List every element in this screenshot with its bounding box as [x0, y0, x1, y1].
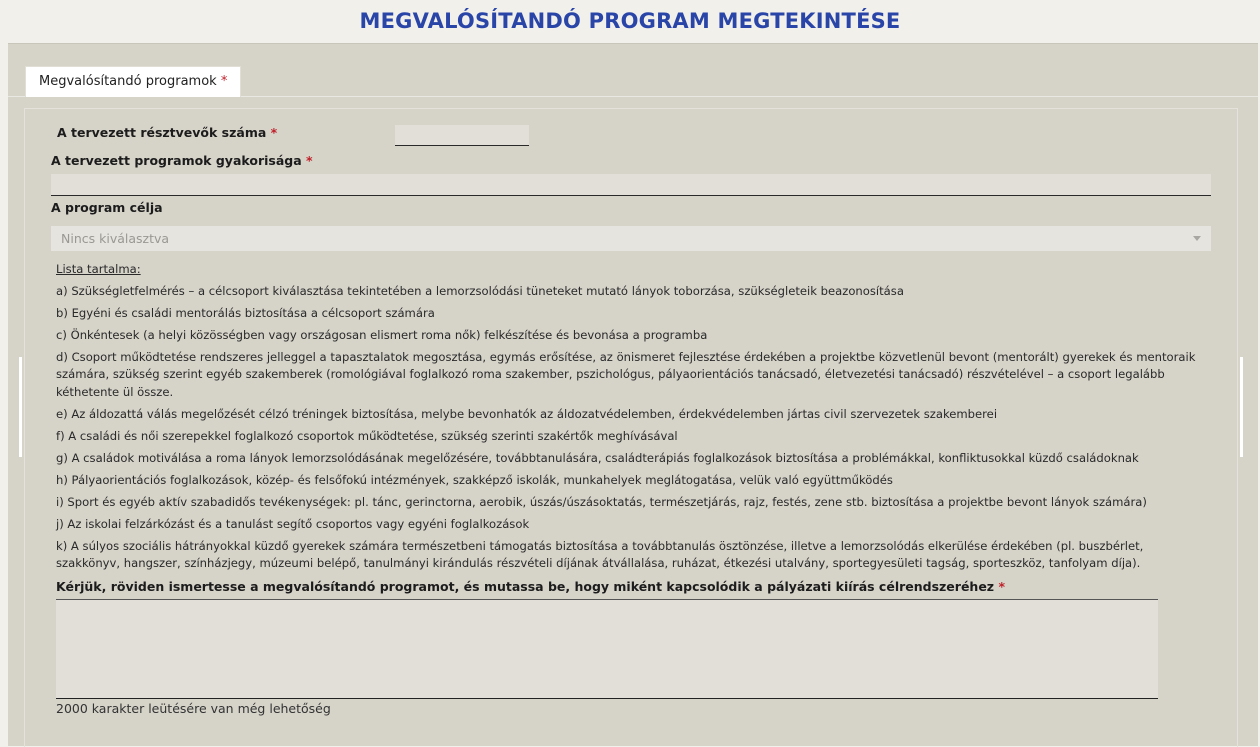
list-item: d) Csoport működtetése rendszeres jelleggel a tapasztalatok megosztása, egymás erősítése, az önismeret fejlesztése érdekében a projektbe közvetlenül bevont (mentorált) gyerekek és mentoraik számára, szükség szerint egyéb szakemberek (romológiával foglalkozó roma szakember, pszichológus, pályaorientációs tanácsadó, életvezetési tanácsadó) részvételével – a csoport legalább kéthetente ül össze.: [56, 349, 1196, 399]
chevron-down-icon: [1193, 236, 1201, 241]
list-item: e) Az áldozattá válás megelőzését célzó tréningek biztosítása, melybe bevonhatók az áldozatvédelemben, érdekvédelemben jártas civil szervezetek szakemberei: [56, 406, 998, 421]
description-textarea[interactable]: [56, 599, 1158, 699]
list-item: f) A családi és női szerepekkel foglalkozó csoportok működtetése, szükség szerinti szakértők meghívásával: [56, 428, 678, 443]
goal-label: A program célja: [51, 200, 163, 215]
participants-label: A tervezett résztvevők száma *: [57, 125, 278, 140]
goal-select-value: Nincs kiválasztva: [61, 231, 170, 246]
list-item: k) A súlyos szociális hátrányokkal küzdő gyerekek számára természetbeni támogatás biztosítása a továbbtanulás ösztönzése, illetve a lemorzsolódás elkerülése érdekében (pl. buszbérlet, szakkönyv, hangszer, színházjegy, múzeumi belépő, tanulmányi kirándulás részvételi díjának átvállalása, ruházat, étkezési utalvány, sportegyesületi tagság, sporteszköz, tanfolyam díja).: [56, 538, 1144, 570]
participants-input[interactable]: [395, 125, 529, 146]
goal-select[interactable]: [51, 226, 1211, 251]
goal-options-list: [56, 261, 1206, 577]
list-item: c) Önkéntesek (a helyi közösségben vagy országosan elismert roma nők) felkészítése és bevonása a programba: [56, 327, 708, 342]
form-panel: [24, 108, 1238, 747]
char-counter: 2000 karakter leütésére van még lehetőség: [56, 701, 331, 716]
frequency-label: A tervezett programok gyakorisága *: [51, 153, 313, 168]
right-resize-handle[interactable]: [1240, 357, 1243, 457]
content-panel: [8, 43, 1258, 746]
required-asterisk: *: [220, 74, 228, 89]
description-label: Kérjük, röviden ismertesse a megvalósítandó programot, és mutassa be, hogy miként kapcsolódik a pályázati kiírás célrendszeréhez *: [56, 579, 1005, 594]
list-item: g) A családok motiválása a roma lányok lemorzsolódásának megelőzésére, továbbtanulására, családterápiás foglalkozások biztosítása a problémákkal, konfliktusokkal küzdő családoknak: [56, 450, 1139, 465]
tab-label: Megvalósítandó programok: [39, 74, 217, 89]
list-item: a) Szükségletfelmérés – a célcsoport kiválasztása tekintetében a lemorzsolódási tüneteket mutató lányok toborzása, szükségleteik beazonosítása: [56, 283, 904, 298]
frequency-input[interactable]: [51, 174, 1211, 196]
list-item: h) Pályaorientációs foglalkozások, közép- és felsőfokú intézmények, szakképző iskolák, munkahelyek meglátogatása, velük való együttműködés: [56, 472, 893, 487]
list-title: Lista tartalma:: [56, 262, 141, 276]
list-item: b) Egyéni és családi mentorálás biztosítása a célcsoport számára: [56, 305, 435, 320]
required-asterisk: *: [306, 153, 313, 168]
required-asterisk: *: [270, 125, 278, 140]
required-asterisk: *: [998, 579, 1005, 594]
page-title: MEGVALÓSÍTANDÓ PROGRAM MEGTEKINTÉSE: [359, 9, 901, 33]
list-item: j) Az iskolai felzárkózást és a tanulást segítő csoportos vagy egyéni foglalkozások: [56, 516, 530, 531]
tab-programs[interactable]: [25, 66, 241, 97]
tab-bar: [8, 66, 1258, 97]
left-resize-handle[interactable]: [19, 357, 22, 457]
list-item: i) Sport és egyéb aktív szabadidős tevékenységek: pl. tánc, gerinctorna, aerobik, úszás/úszásoktatás, természetjárás, rajz, festés, zene stb. biztosítása a projektbe bevont lányok számára): [56, 494, 1147, 509]
